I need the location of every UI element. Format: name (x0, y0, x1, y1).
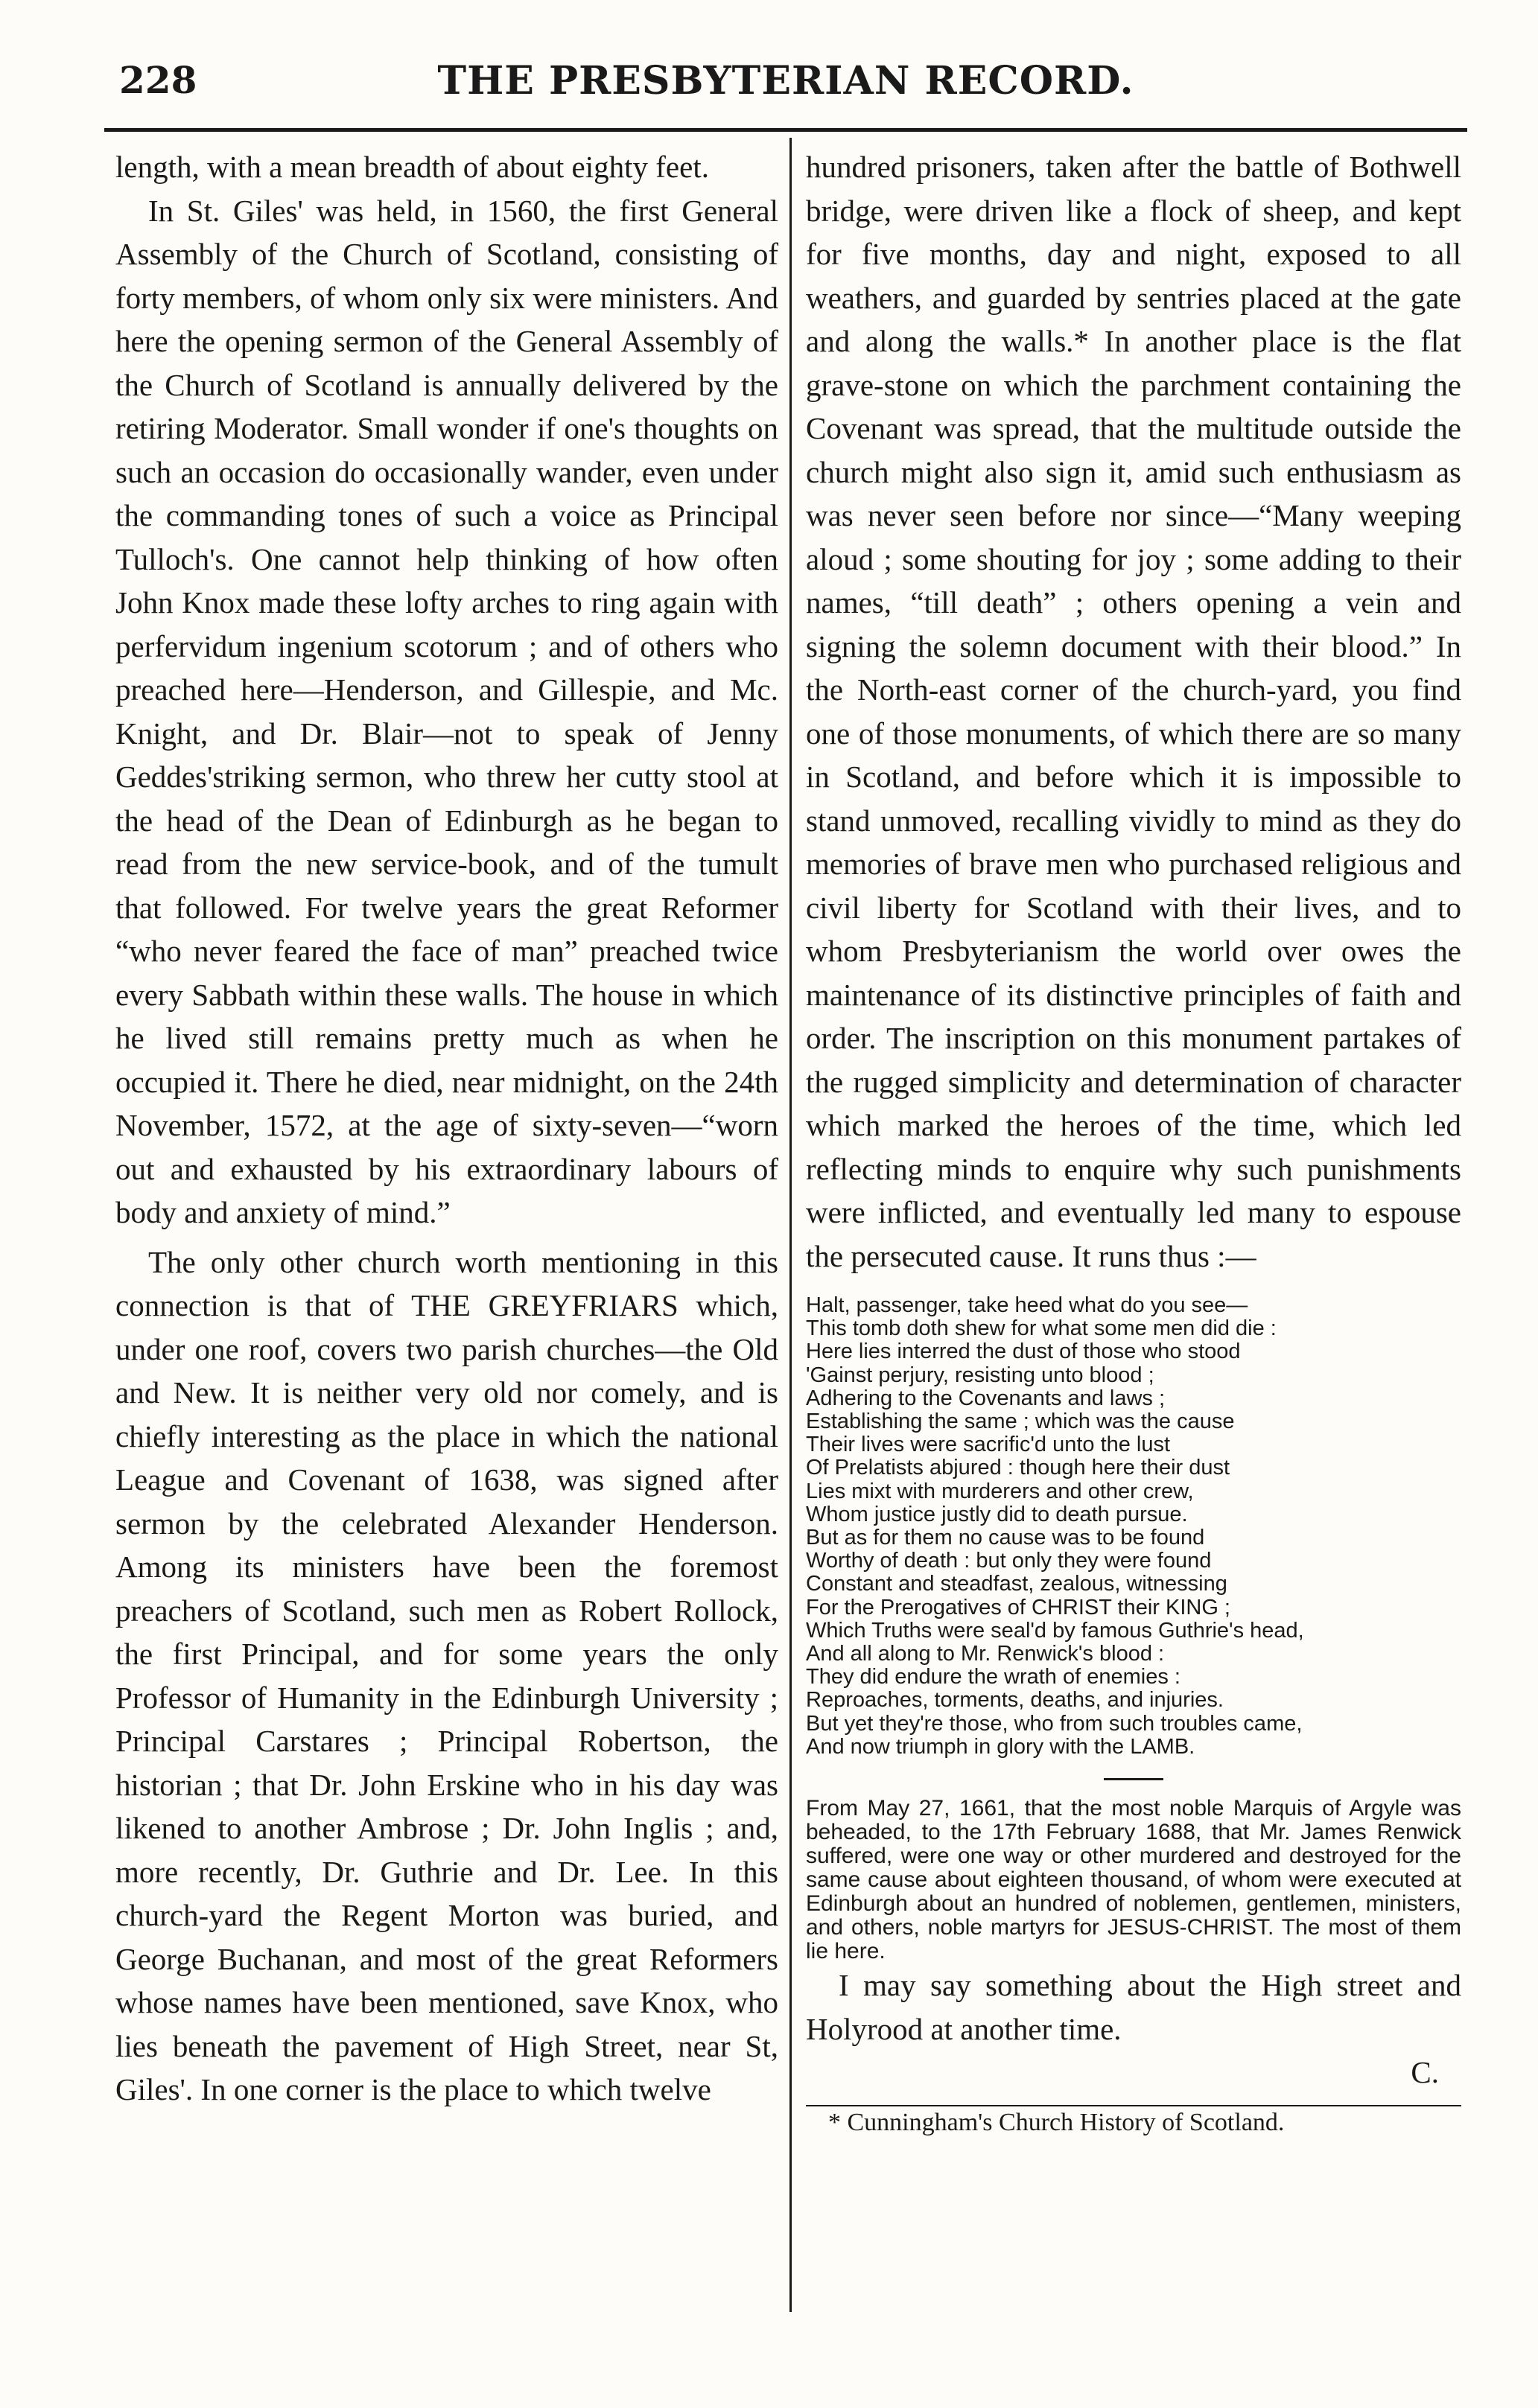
right-column (806, 145, 1461, 2139)
page-number: 228 (119, 58, 197, 102)
inscription-note: From May 27, 1661, that the most noble Marquis of Argyle was beheaded, to the 17th February 1688, that Mr. James Renwick suffered, were one way or other murdered and destroyed for the same cause about eighteen thousand, of whom were executed at Edinburgh about an hundred of noblemen, gentlemen, ministers, and others, noble martyrs for JESUS-CHRIST. The most of them lie here. (806, 1796, 1461, 1964)
inscription-line: Halt, passenger, take heed what do you see— (806, 1294, 1248, 1317)
paragraph: In St. Giles' was held, in 1560, the first General Assembly of the Church of Scotland, consisting of forty members, of whom only six were ministers. And here the opening sermon of the General Assembly of the Church of Scotland is annually delivered by the retiring Moderator. Small wonder if one's thoughts on such an occasion do occasionally wander, even under the commanding tones of such a voice as Principal Tulloch's. One cannot help thinking of how often John Knox made these lofty arches to ring again with perfervidum ingenium scotorum ; and of others who preached here—Henderson, and Gillespie, and Mc. Knight, and Dr. Blair—not to speak of Jenny Geddes'striking sermon, who threw her cutty stool at the head of the Dean of Edinburgh as he began to read from the new service-book, and of the tumult that followed. For twelve years the great Reformer “who never feared the face of man” preached twice every Sabbath within these walls. The house in which he lived still remains pretty much as when he occupied it. There he died, near midnight, on the 24th November, 1572, at the age of sixty-seven—“worn out and exhausted by his extraordinary labours of body and anxiety of mind.” (115, 193, 778, 1229)
inscription-line: Constant and steadfast, zealous, witnessing (806, 1573, 1227, 1596)
inscription-line: And all along to Mr. Renwick's blood : (806, 1643, 1165, 1666)
inscription-line: Worthy of death : but only they were found (806, 1549, 1212, 1573)
inscription-line: But yet they're those, who from such troubles came, (806, 1712, 1303, 1736)
footnote: * Cunningham's Church History of Scotland. (828, 2108, 1285, 2136)
publication-title: THE PRESBYTERIAN RECORD. (437, 58, 1134, 103)
paragraph: The only other church worth mentioning in this connection is that of THE GREYFRIARS which, under one roof, covers two parish churches—the Old and New. It is neither very old nor comely, and is chiefly interesting as the place in which the national League and Covenant of 1638, was signed after sermon by the celebrated Alexander Henderson. Among its ministers have been the foremost preachers of Scotland, such men as Robert Rollock, the first Principal, and for some years the only Professor of Humanity in the Edinburgh University ; Principal Carstares ; Principal Robertson, the historian ; that Dr. John Erskine who in his day was likened to another Ambrose ; Dr. John Inglis ; and, more recently, Dr. Guthrie and Dr. Lee. In this church-yard the Regent Morton was buried, and George Buchanan, and most of the great Reformers whose names have been mentioned, save Knox, who lies beneath the pavement of High Street, near St, Giles'. In one corner is the place to which twelve (115, 1244, 778, 2106)
paragraph: length, with a mean breadth of about eighty feet. (115, 150, 709, 184)
inscription-line: For the Prerogatives of CHRIST their KING ; (806, 1596, 1230, 1619)
inscription-line: Of Prelatists abjured : though here their dust (806, 1456, 1230, 1480)
header-rule (104, 128, 1467, 132)
author-signature: C. (1411, 2055, 1439, 2090)
column-divider (789, 138, 792, 2312)
inscription-line: This tomb doth shew for what some men did die : (806, 1317, 1277, 1341)
inscription-line: But as for them no cause was to be found (806, 1526, 1205, 1550)
inscription-line: Which Truths were seal'd by famous Guthrie's head, (806, 1619, 1304, 1643)
section-divider (1104, 1778, 1163, 1780)
inscription-line: Adhering to the Covenants and laws ; (806, 1386, 1166, 1410)
inscription-line: Here lies interred the dust of those who stood (806, 1340, 1241, 1364)
page-header (104, 58, 1467, 118)
inscription-line: Whom justice justly did to death pursue. (806, 1503, 1188, 1526)
inscription-line: 'Gainst perjury, resisting unto blood ; (806, 1363, 1154, 1387)
inscription-line: Reproaches, torments, deaths, and injuries. (806, 1689, 1224, 1713)
inscription-line: Establishing the same ; which was the cause (806, 1410, 1235, 1434)
closing-paragraph: I may say something about the High street and Holyrood at another time. (806, 1968, 1461, 2046)
inscription-line: Lies mixt with murderers and other crew, (806, 1479, 1194, 1503)
inscription-line: Their lives were sacrific'd unto the lust (806, 1433, 1171, 1457)
monument-inscription (806, 1294, 1461, 1759)
inscription-line: They did endure the wrath of enemies : (806, 1666, 1180, 1689)
paragraph: hundred prisoners, taken after the battle of Bothwell bridge, were driven like a flock of sheep, and kept for five months, day and night, exposed to all weathers, and guarded by sentries placed at the gate and along the walls.* In another place is the flat grave-stone on which the parchment containing the Covenant was spread, that the multitude outside the church might also sign it, amid such enthusiasm as was never seen before nor since—“Many weeping aloud ; some shouting for joy ; some adding to their names, “till death” ; others opening a vein and signing the solemn document with their blood.” In the North-east corner of the church-yard, you find one of those monuments, of which there are so many in Scotland, and before which it is impossible to stand unmoved, recalling vividly to mind as they do memories of brave men who purchased religious and civil liberty for Scotland with their lives, and to whom Presbyterianism the world over owes the maintenance of its distinctive principles of faith and order. The inscription on this monument partakes of the rugged simplicity and determination of character which marked the heroes of the time, which led reflecting minds to enquire why such punishments were inflicted, and eventually led many to espouse the persecuted cause. It runs thus :— (806, 150, 1461, 1273)
left-column (115, 145, 778, 2112)
inscription-line: And now triumph in glory with the LAMB. (806, 1735, 1195, 1759)
